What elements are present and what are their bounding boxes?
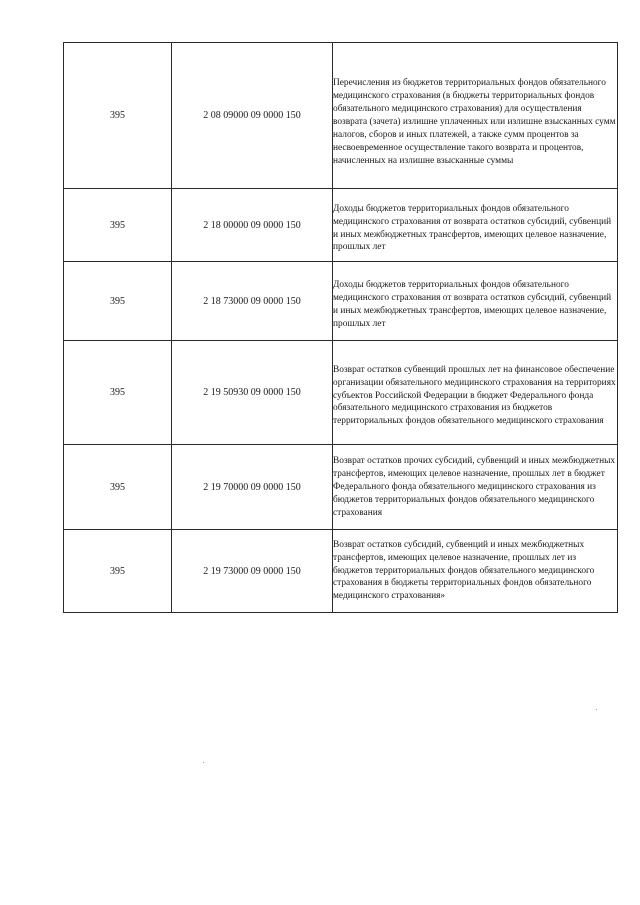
admin-code-cell: 395 (64, 341, 172, 445)
budget-code-cell: 2 18 00000 09 0000 150 (172, 189, 333, 262)
admin-code-cell: 395 (64, 262, 172, 341)
admin-code-cell: 395 (64, 189, 172, 262)
budget-code-cell: 2 08 09000 09 0000 150 (172, 43, 333, 189)
admin-code-cell: 395 (64, 445, 172, 530)
budget-code-cell: 2 19 50930 09 0000 150 (172, 341, 333, 445)
budget-code-cell: 2 19 73000 09 0000 150 (172, 530, 333, 613)
table-row (64, 530, 618, 613)
income-name-cell: Перечисления из бюджетов территориальных фондов обязательного медицинского страхования (в бюджеты территориальных фондов обязательного медицинского страхования) для осуществления возврата (зачета) излишне уплаченных или излишне взысканных сумм налогов, сборов и иных платежей, а также сумм процентов за несвоевременное осуществление такого возврата и процентов, начисленных на излишне взысканные суммы (333, 43, 618, 189)
admin-code-cell: 395 (64, 43, 172, 189)
budget-code-cell: 2 18 73000 09 0000 150 (172, 262, 333, 341)
income-name-cell: Возврат остатков субсидий, субвенций и иных межбюджетных трансфертов, имеющих целевое назначение, прошлых лет из бюджетов территориальных фондов обязательного медицинского страхования в бюджеты территориальных фондов обязательного медицинского страхования» (333, 530, 618, 613)
table-row (64, 262, 618, 341)
admin-code-cell: 395 (64, 530, 172, 613)
income-name-cell: Возврат остатков субвенций прошлых лет на финансовое обеспечение организации обязательного медицинского страхования на территориях субъектов Российской Федерации в бюджет Федерального фонда обязательного медицинского страхования из бюджетов территориальных фондов обязательного медицинского страхования (333, 341, 618, 445)
table-row (64, 341, 618, 445)
budget-classification-table (63, 42, 618, 613)
scan-speck (203, 762, 204, 763)
table-row (64, 445, 618, 530)
table-row (64, 189, 618, 262)
income-name-cell: Доходы бюджетов территориальных фондов обязательного медицинского страхования от возврата остатков субсидий, субвенций и иных межбюджетных трансфертов, имеющих целевое назначение, прошлых лет (333, 262, 618, 341)
table-row (64, 43, 618, 189)
budget-code-cell: 2 19 70000 09 0000 150 (172, 445, 333, 530)
scan-speck (596, 709, 597, 710)
income-name-cell: Возврат остатков прочих субсидий, субвенций и иных межбюджетных трансфертов, имеющих целевое назначение, прошлых лет в бюджет Федерального фонда обязательного медицинского страхования из бюджетов территориальных фондов обязательного медицинского страхования (333, 445, 618, 530)
income-name-cell: Доходы бюджетов территориальных фондов обязательного медицинского страхования от возврата остатков субсидий, субвенций и иных межбюджетных трансфертов, имеющих целевое назначение, прошлых лет (333, 189, 618, 262)
